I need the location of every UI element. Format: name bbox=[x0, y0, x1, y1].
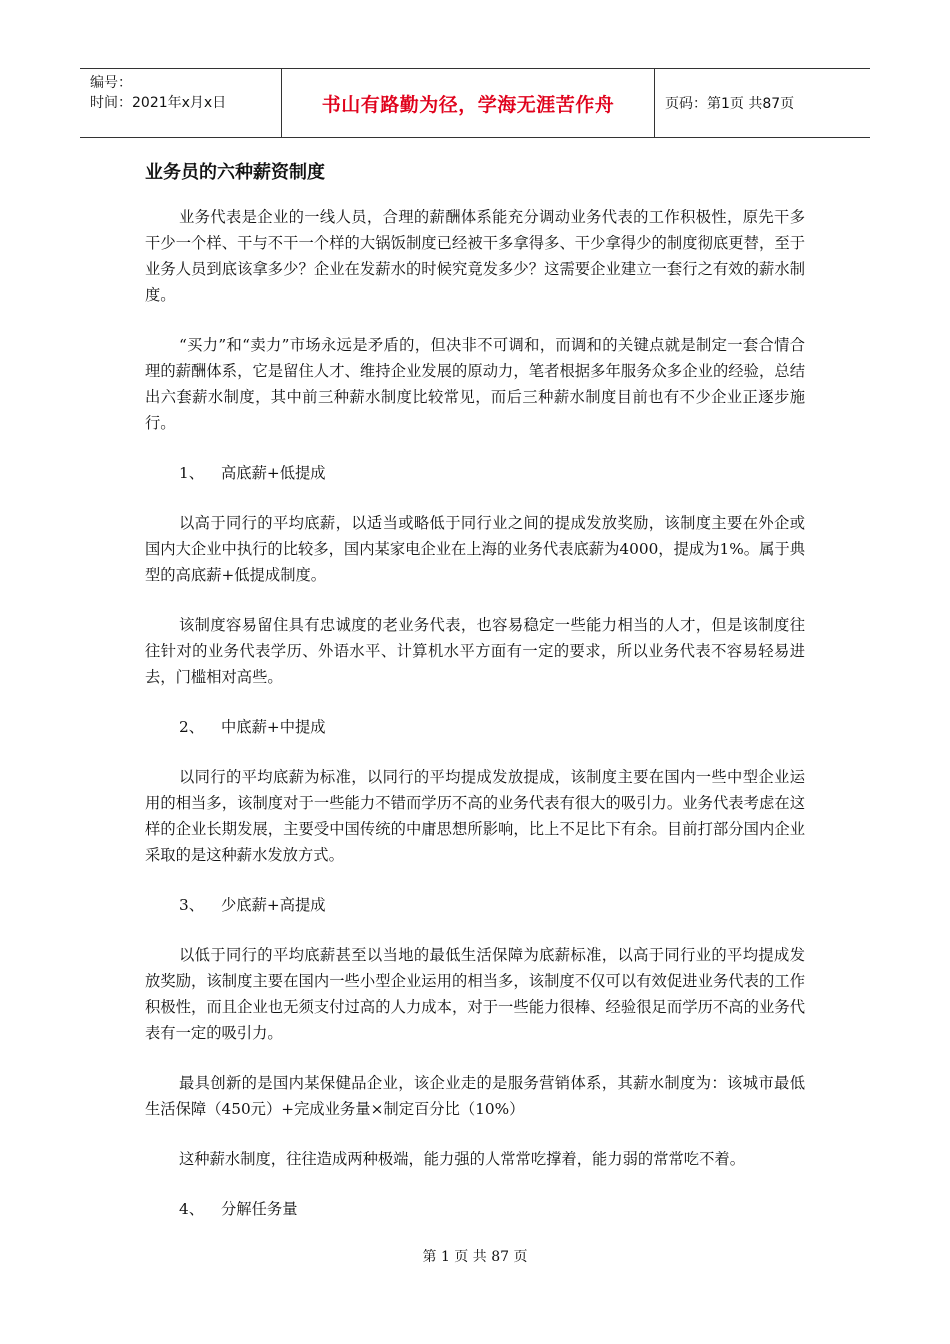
section-title: 中底薪+中提成 bbox=[221, 718, 326, 736]
paragraph: 以高于同行的平均底薪，以适当或略低于同行业之间的提成发放奖励，该制度主要在外企或国内大企业中执行的比较多，国内某家电企业在上海的业务代表底薪为4000，提成为1%。属于典型的高底薪+低提成制度。 bbox=[145, 514, 805, 584]
header-motto bbox=[282, 69, 655, 137]
serial-number-label: 编号： bbox=[90, 75, 132, 91]
page-footer: 第 1 页 共 87 页 bbox=[422, 1249, 528, 1265]
header-meta bbox=[80, 69, 282, 137]
paragraph: 业务代表是企业的一线人员，合理的薪酬体系能充分调动业务代表的工作积极性，原先干多干少一个样、干与不干一个样的大锅饭制度已经被干多拿得多、干少拿得少的制度彻底更替，至于业务人员到底该拿多少？企业在发薪水的时候究竟发多少？这需要企业建立一套行之有效的薪水制度。 bbox=[145, 208, 805, 304]
document-title: 业务员的六种薪资制度 bbox=[145, 162, 325, 183]
section-number: 2、 bbox=[179, 718, 205, 736]
section-number: 1、 bbox=[179, 464, 205, 482]
section-heading bbox=[179, 1196, 805, 1222]
paragraph: 这种薪水制度，往往造成两种极端，能力强的人常常吃撑着，能力弱的常常吃不着。 bbox=[179, 1150, 745, 1168]
section-title: 少底薪+高提成 bbox=[221, 896, 326, 914]
date-label: 时间：2021年x月x日 bbox=[90, 95, 227, 111]
paragraph: 以低于同行的平均底薪甚至以当地的最低生活保障为底薪标准，以高于同行业的平均提成发放奖励，该制度主要在国内一些小型企业运用的相当多，该制度不仅可以有效促进业务代表的工作积极性，而且企业也无须支付过高的人力成本，对于一些能力很棒、经验很足而学历不高的业务代表有一定的吸引力。 bbox=[145, 946, 805, 1042]
document-body bbox=[145, 204, 805, 1246]
section-title: 分解任务量 bbox=[221, 1200, 298, 1218]
paragraph: 该制度容易留住具有忠诚度的老业务代表，也容易稳定一些能力相当的人才，但是该制度往往针对的业务代表学历、外语水平、计算机水平方面有一定的要求，所以业务代表不容易轻易进去，门槛相对高些。 bbox=[145, 616, 805, 686]
section-heading bbox=[179, 714, 805, 740]
motto-text: 书山有路勤为径，学海无涯苦作舟 bbox=[321, 93, 615, 116]
paragraph: 以同行的平均底薪为标准，以同行的平均提成发放提成，该制度主要在国内一些中型企业运用的相当多，该制度对于一些能力不错而学历不高的业务代表有很大的吸引力。业务代表考虑在这样的企业长期发展，主要受中国传统的中庸思想所影响，比上不足比下有余。目前打部分国内企业采取的是这种薪水发放方式。 bbox=[145, 768, 805, 864]
header-page-info bbox=[655, 69, 870, 137]
page-header bbox=[80, 68, 870, 138]
section-number: 3、 bbox=[179, 896, 205, 914]
paragraph: “买力”和“卖力”市场永远是矛盾的，但决非不可调和，而调和的关键点就是制定一套合情合理的薪酬体系，它是留住人才、维持企业发展的原动力，笔者根据多年服务众多企业的经验，总结出六套薪水制度，其中前三种薪水制度比较常见，而后三种薪水制度目前也有不少企业正逐步施行。 bbox=[145, 336, 805, 432]
paragraph: 最具创新的是国内某保健品企业，该企业走的是服务营销体系，其薪水制度为：该城市最低生活保障（450元）+完成业务量×制定百分比（10%） bbox=[145, 1074, 805, 1118]
header-page-number: 页码：第1页 共87页 bbox=[665, 96, 795, 112]
section-heading bbox=[179, 892, 805, 918]
section-number: 4、 bbox=[179, 1200, 205, 1218]
section-heading bbox=[179, 460, 805, 486]
section-title: 高底薪+低提成 bbox=[221, 464, 326, 482]
